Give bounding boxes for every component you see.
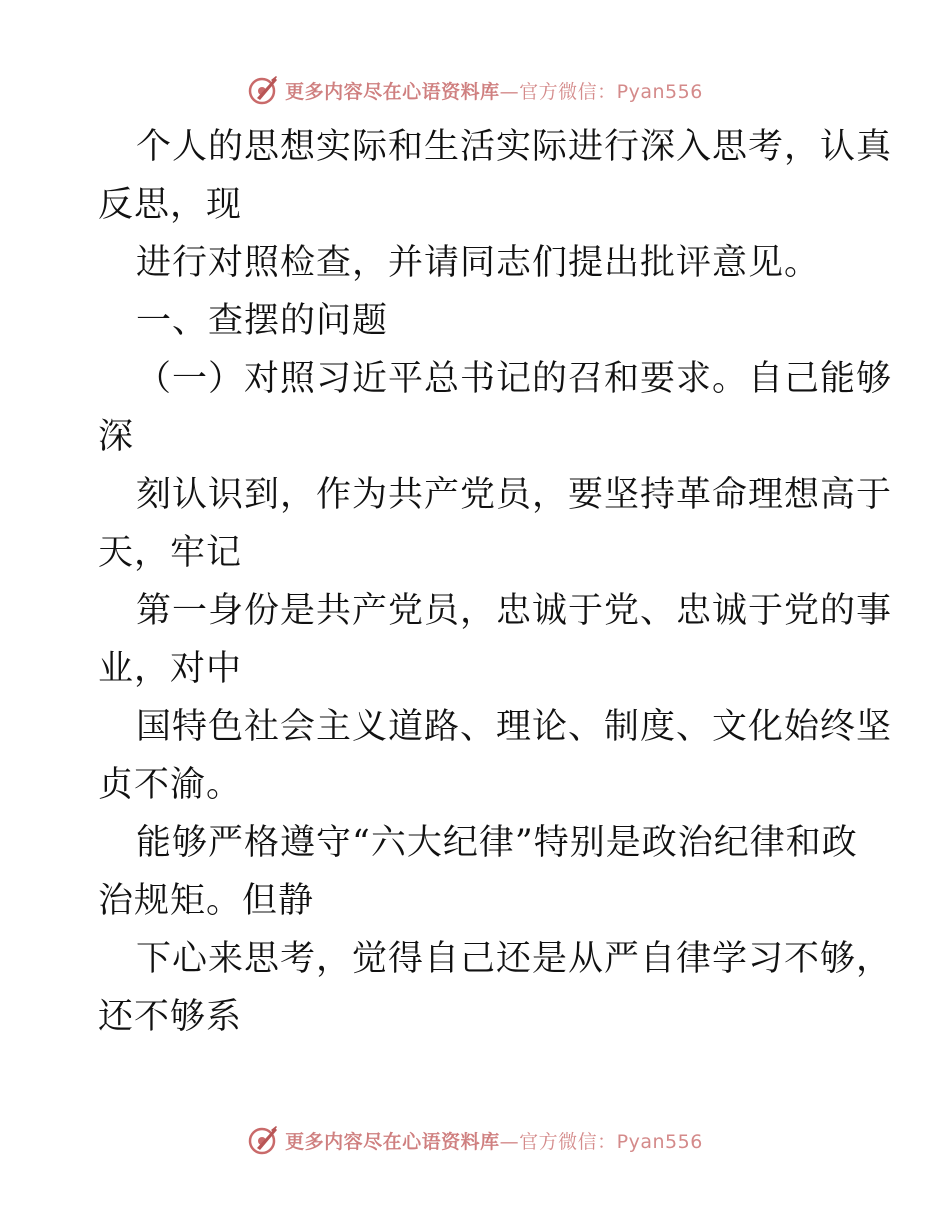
text-line: 第一身份是共产党员，忠诚于党、忠诚于党的事 <box>136 591 893 631</box>
header-watermark <box>0 70 950 110</box>
watermark-text <box>285 1127 703 1154</box>
text-line: 刻认识到，作为共产党员，要坚持革命理想高于 <box>136 475 893 515</box>
watermark-site: 更多内容尽在心语资料库 <box>285 80 500 103</box>
watermark-wechat: 官方微信：Pyan556 <box>519 80 703 103</box>
text-line: 业，对中 <box>98 649 243 689</box>
footer-watermark <box>0 1120 950 1160</box>
text-line: 反思，现 <box>98 185 243 225</box>
section-heading: 一、查摆的问题 <box>136 301 389 341</box>
text-line: 进行对照检查，并请同志们提出批评意见。 <box>136 243 821 283</box>
text-line: 国特色社会主义道路、理论、制度、文化始终坚 <box>136 707 893 747</box>
watermark-text <box>285 77 703 104</box>
text-line: 贞不渝。 <box>98 765 243 805</box>
watermark-dash: — <box>499 1130 520 1153</box>
text-line: 个人的思想实际和生活实际进行深入思考，认真 <box>136 127 893 167</box>
watermark-wechat: 官方微信：Pyan556 <box>519 1130 703 1153</box>
text-line: 还不够系 <box>98 997 243 1037</box>
text-line: 治规矩。但静 <box>98 881 315 921</box>
text-line: 天，牢记 <box>98 533 243 573</box>
watermark-dash: — <box>499 80 520 103</box>
subsection-heading: （一）对照习近平总书记的召和要求。自己能够 <box>136 359 893 399</box>
text-line: 下心来思考，觉得自己还是从严自律学习不够， <box>136 939 893 979</box>
text-line: 深 <box>98 417 135 457</box>
quill-logo-icon <box>247 74 279 106</box>
text-line: 能够严格遵守“六大纪律”特别是政治纪律和政 <box>136 823 858 863</box>
document-body <box>98 118 893 1046</box>
watermark-site: 更多内容尽在心语资料库 <box>285 1130 500 1153</box>
quill-logo-icon <box>247 1124 279 1156</box>
